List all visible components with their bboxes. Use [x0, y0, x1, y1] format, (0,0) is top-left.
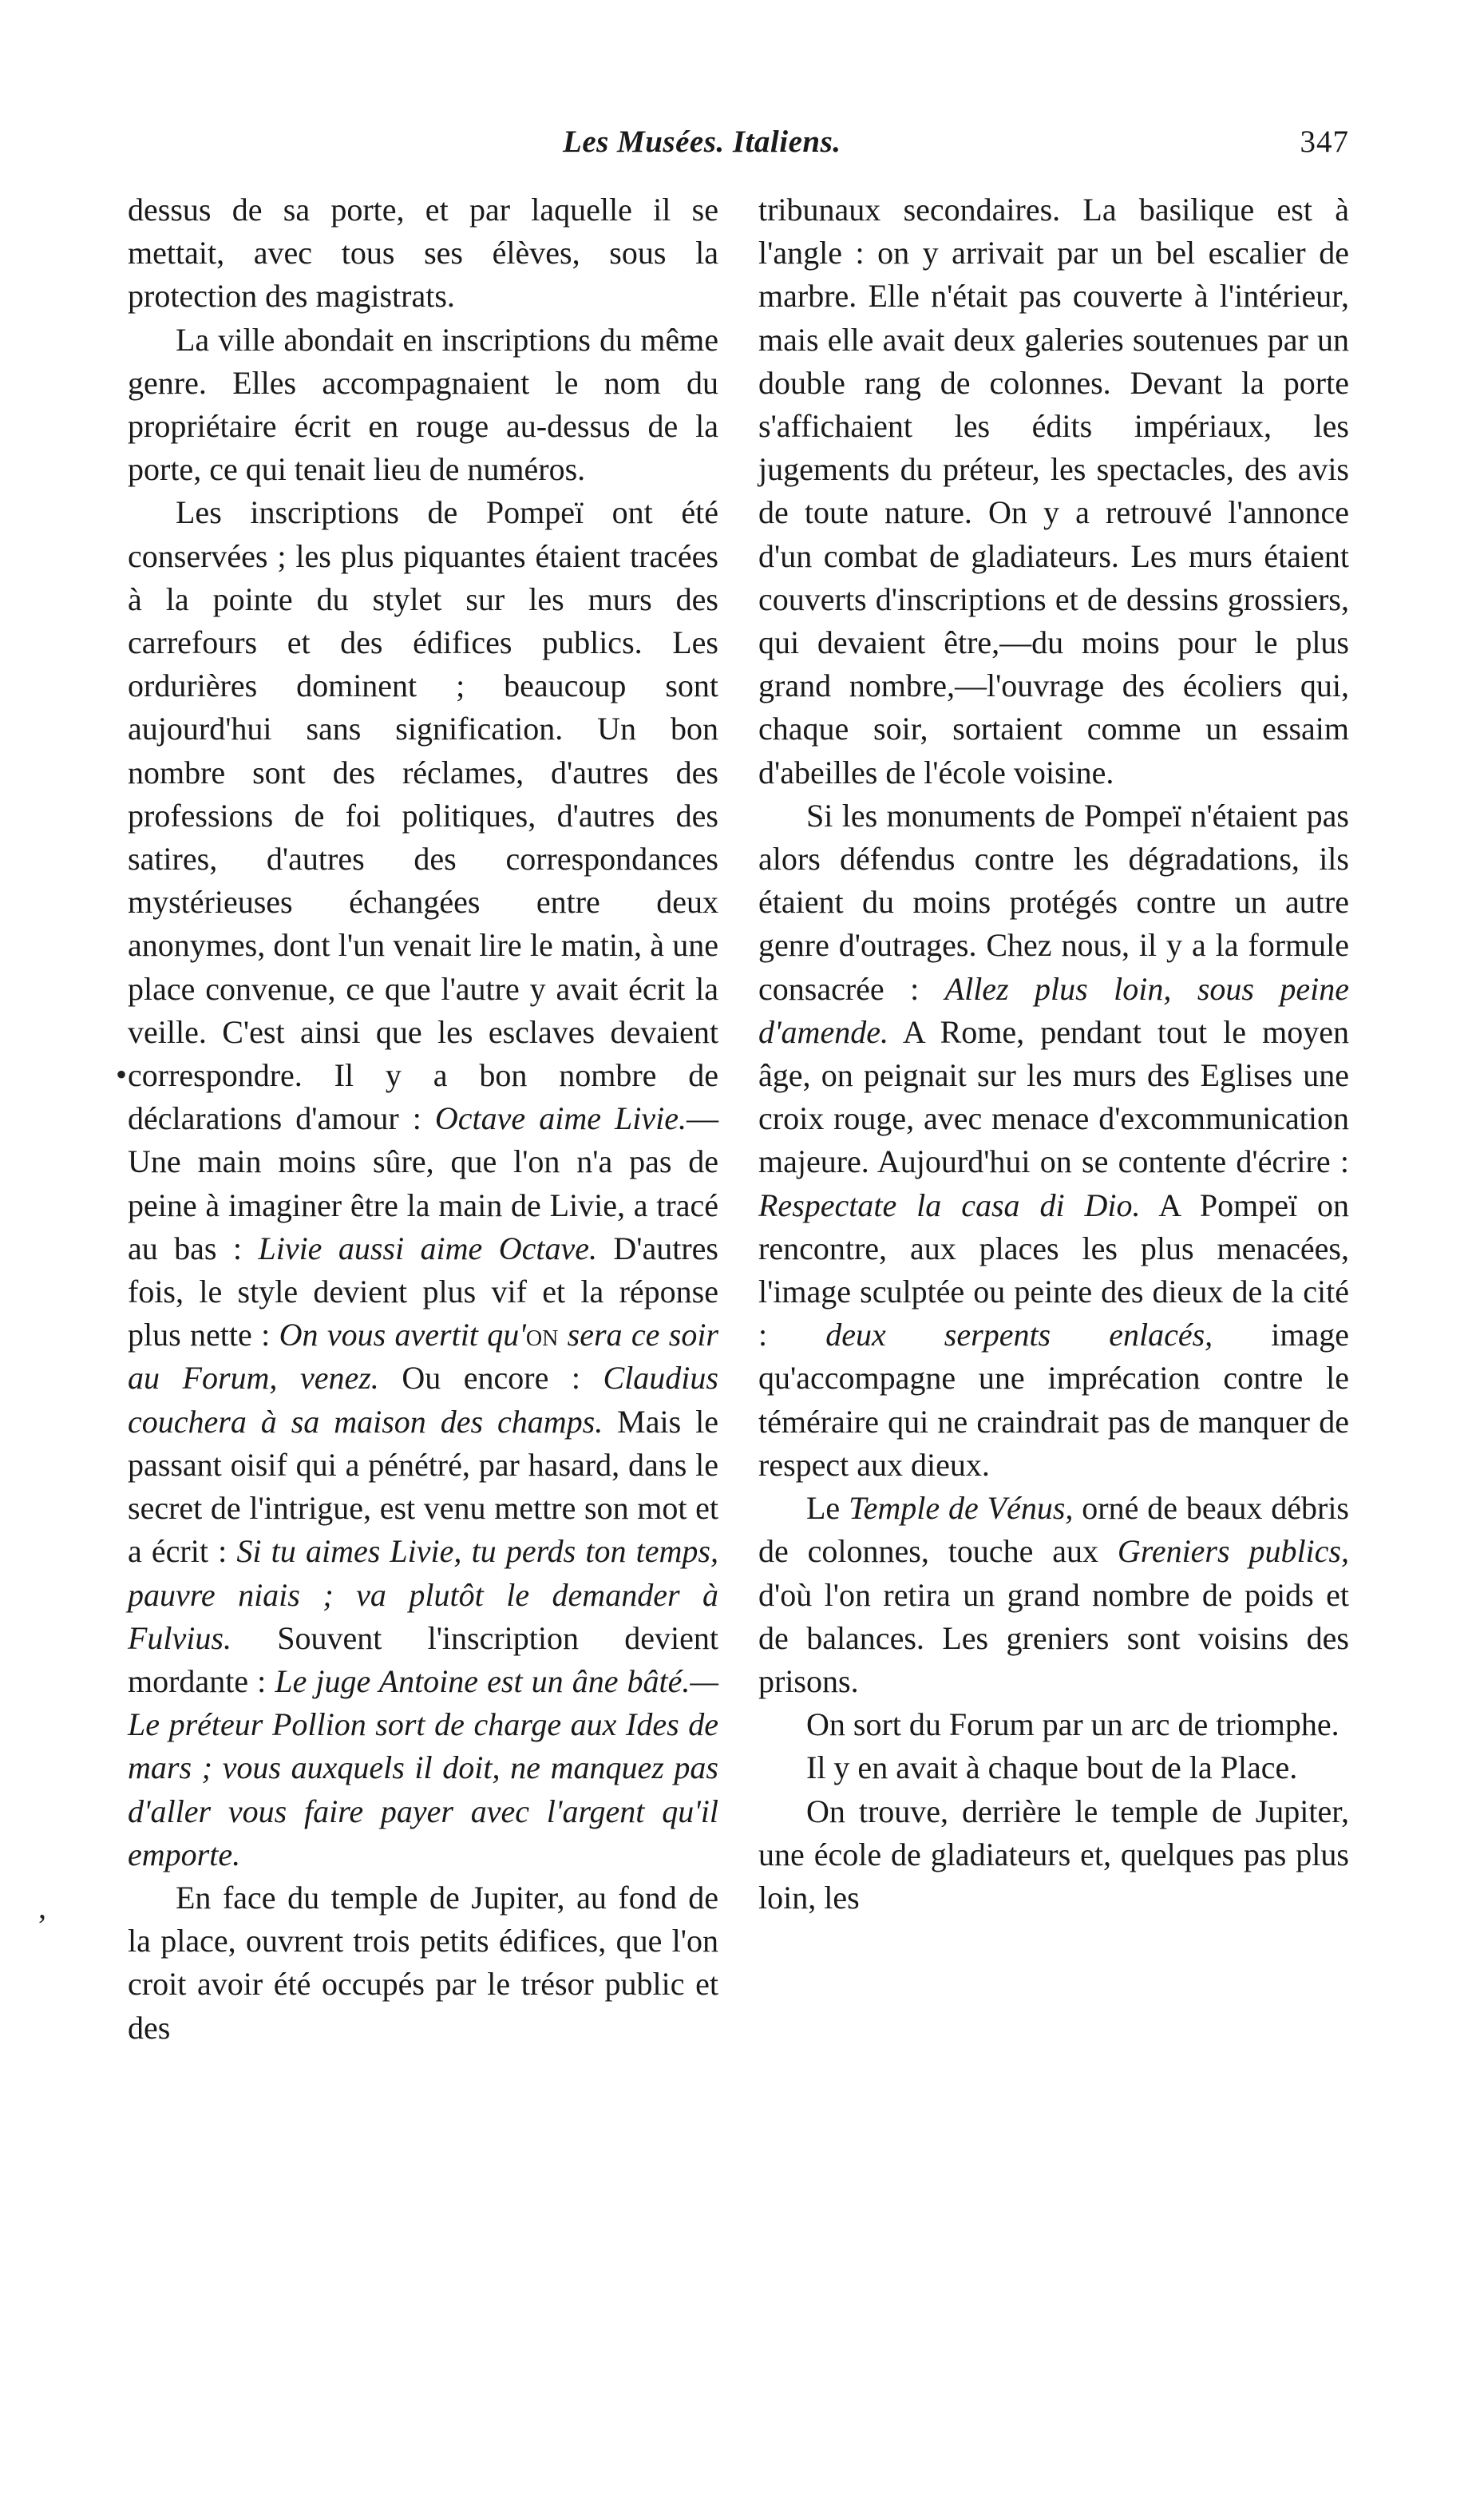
italic-inscription: Livie aussi aime Octave. — [258, 1230, 597, 1266]
italic-inscription: sera ce soir au Forum, venez. — [128, 1317, 719, 1397]
paragraph: En face du temple de Jupiter, au fond de la place, ouvrent trois petits édifices, que l'on croit avoir été occupés par le trésor public et des — [128, 1879, 718, 2046]
text-run: A Rome, pendant tout le moyen âge, on peignait sur les murs des Eglises une croix rouge, avec menace d'excommunication majeure. Aujourd'hui on se contente d'écrire : — [758, 1013, 1349, 1180]
paragraph: On sort du Forum par un arc de triomphe. — [806, 1706, 1340, 1743]
text-run: —Une main moins sûre, que l'on n'a pas de peine à imaginer être la main de Livie, a tracé au bas : — [128, 1100, 719, 1266]
italic-phrase: Allez plus loin, sous peine d'amende. — [758, 970, 1349, 1050]
right-column — [758, 188, 1349, 1920]
paragraph — [758, 1487, 1349, 1703]
italic-inscription: Si tu aimes Livie, tu perds ton temps, pauvre niais ; va plutôt le demander à Fulvius. — [128, 1533, 718, 1656]
paragraph: dessus de sa porte, et par laquelle il se mettait, avec tous ses élèves, sous la protection des magistrats. — [128, 192, 718, 315]
text-run: Souvent l'inscription devient mordante : — [128, 1619, 718, 1699]
margin-tick-mark: , — [38, 1889, 46, 1925]
paragraph: On trouve, derrière le temple de Jupiter, une école de gladiateurs et, quelques pas plus loin, les — [758, 1793, 1349, 1916]
text-run: Mais le passant oisif qui a pénétré, par hasard, dans le secret de l'intrigue, est venu mettre son mot et a écrit : — [128, 1403, 718, 1570]
running-title: Les Musées. Italiens. — [563, 125, 841, 159]
running-header — [128, 124, 1349, 172]
margin-dot-mark: • — [116, 1056, 128, 1092]
text-run: d'où l'on retira un grand nombre de poids et de balances. Les greniers sont voisins des prisons. — [758, 1576, 1349, 1699]
text-run: image qu'accompagne une imprécation contre le téméraire qui ne craindrait pas de manquer de respect aux dieux. — [758, 1317, 1349, 1483]
italic-inscription: Claudius couchera à sa maison des champs. — [128, 1360, 718, 1440]
italic-inscription: Octave aime Livie. — [434, 1100, 687, 1137]
text-run: orné de beaux débris de colonnes, touche aux — [758, 1490, 1349, 1570]
italic-phrase: deux serpents enlacés, — [825, 1317, 1213, 1353]
left-column — [128, 188, 718, 2050]
text-run: D'autres fois, le style devient plus vif et la réponse plus nette : — [128, 1230, 718, 1353]
italic-phrase: Respectate la casa di Dio. — [758, 1187, 1141, 1223]
italic-phrase: Temple de Vénus, — [849, 1490, 1074, 1527]
text-run: Ou encore : — [378, 1360, 603, 1397]
text-run: Les inscriptions de Pompeï ont été conservées ; les plus piquantes étaient tracées à la pointe du stylet sur les murs des carrefours et des édifices publics. Les ordurières dominent ; beaucoup sont aujourd'hui sans signification. Un bon nombre sont des réclames, d'autres des professions de foi politiques, d'autres des satires, d'autres des correspondances mystérieuses échangées entre deux anonymes, dont l'un venait lire le matin, à une place convenue, ce que l'autre y avait écrit la veille. C'est ainsi que les esclaves devaient correspondre. Il y a bon nombre de déclarations d'amour : — [128, 494, 718, 1137]
paragraph: Il y en avait à chaque bout de la Place. — [806, 1749, 1298, 1786]
italic-inscription: Le juge Antoine est un âne bâté.—Le préteur Pollion sort de charge aux Ides de mars ; vous auxquels il doit, ne manquez pas d'aller vous faire payer avec l'argent qu'il emporte. — [128, 1662, 718, 1872]
paragraph — [758, 794, 1349, 1487]
paragraph: La ville abondait en inscriptions du même genre. Elles accompagnaient le nom du propriétaire écrit en rouge au-dessus de la porte, ce qui tenait lieu de numéros. — [128, 321, 718, 488]
italic-inscription: On vous avertit qu' — [279, 1317, 526, 1353]
small-caps-word: on — [525, 1317, 559, 1353]
page-number: 347 — [1300, 125, 1349, 159]
italic-phrase: Greniers publics, — [1117, 1533, 1349, 1570]
text-run: Si les monuments de Pompeï n'étaient pas alors défendus contre les dégradations, ils étaient du moins protégés contre un autre genre d'outrages. Chez nous, il y a la formule consacrée : — [758, 797, 1349, 1007]
text-run: Le — [806, 1490, 849, 1527]
paragraph — [128, 491, 718, 1876]
paragraph: tribunaux secondaires. La basilique est à l'angle : on y arrivait par un bel escalier de marbre. Elle n'était pas couverte à l'intérieur, mais elle avait deux galeries soutenues par un double rang de colonnes. Devant la porte s'affichaient les édits impériaux, les jugements du préteur, les spectacles, des avis de toute nature. On y a retrouvé l'annonce d'un combat de gladiateurs. Les murs étaient couverts d'inscriptions et de dessins grossiers, qui devaient être,—du moins pour le plus grand nombre,—l'ouvrage des écoliers qui, chaque soir, sortaient comme un essaim d'abeilles de l'école voisine. — [758, 192, 1349, 790]
text-run: A Pompeï on rencontre, aux places les plus menacées, l'image sculptée ou peinte des dieux de la cité : — [758, 1187, 1350, 1353]
